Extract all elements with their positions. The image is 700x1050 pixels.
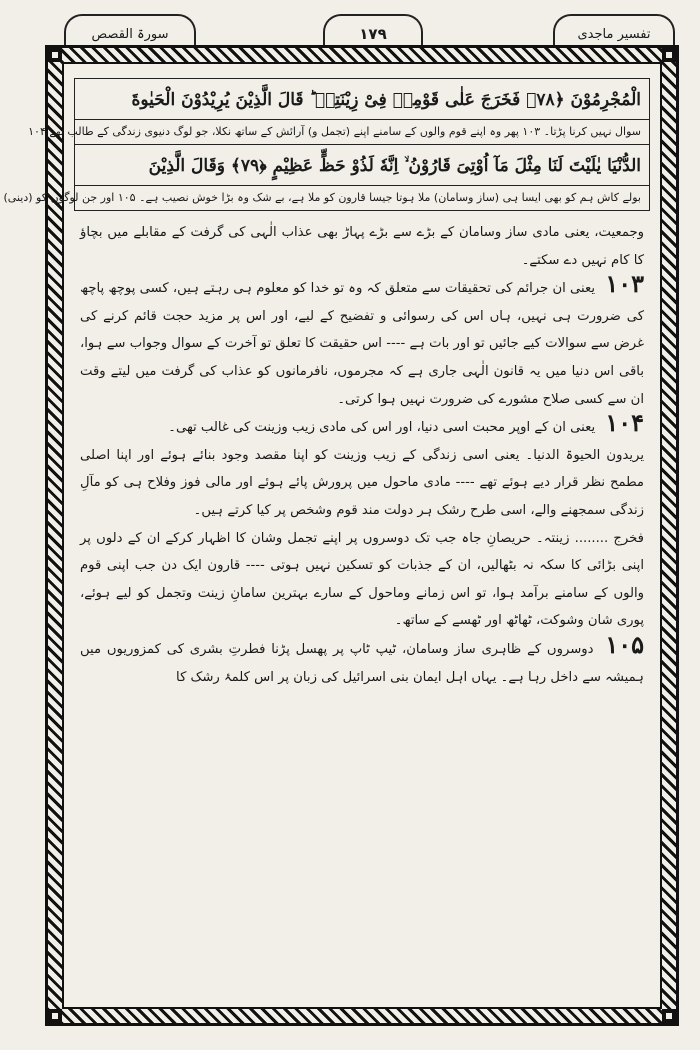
page-content [3,78,650,997]
commentary-text: فخرج ........ زینتہ۔ حریصانِ جاہ جب تک دوسروں پر اپنے تجمل وشان کا اظہار کرکے ان کے دلوں پر اپنی بڑائی کا سکہ نہ بٹھالیں، ان کے جذبات کو تسکین نہیں ہوتی ---- قارون ایک دن جب اپنی قوم والوں کے سامنے برآمد ہوا، تو اس زمانے وماحول کے سارے بہترین سامانِ زینت وتجمل کو لیے ہوئے، پوری شان وشوکت، ٹھاٹھ اور ٹھسے کے ساتھ۔ [80,530,644,629]
corner-ornament [662,1009,676,1023]
verse-section [3,78,650,211]
verse-translation: سوال نہیں کرنا پڑتا۔ ۱۰۳ پھر وہ اپنے قوم والوں کے سامنے اپنے (تجمل و) آرائش کے ساتھ نکلا، جو لوگ دنیوی زندگی کے طالب تھے ۱۰۴ [75,119,649,145]
arabic-verse-line: الدُّنْيَا يٰلَيْتَ لَنَا مِثْلَ مَآ اُوْتِىَ قَارُوْنُ ۙ اِنَّهٗ لَذُوْ حَظٍّ عَظِيْمٍ ﴿٧٩﴾ وَقَالَ الَّذِيْنَ [148,156,641,176]
commentary-paragraph [80,219,644,274]
page-body [3,62,662,1009]
commentary-note [80,629,644,691]
corner-ornament [48,48,62,62]
commentary-paragraph [80,442,644,525]
corner-ornament [662,48,676,62]
note-number: ۱۰۳ [605,269,644,299]
commentary-text: یریدون الحیوۃ الدنیا۔ یعنی اسی زندگی کے زیب وزینت کو اپنا مقصد وجود بنائے ہوئے اور اپنا اصلی مطمح نظر قرار دیے ہوئے تھے ---- مادی ماحول میں پرورش پائے ہوئے اور مالی فوز وفلاح ہی کو مآلِ زندگی سمجھنے والے، اسی طرح رشک ہر دولت مند قوم وشخص پر کیا کرتے ہیں۔ [80,447,644,518]
arabic-verse-line: الْمُجْرِمُوْنَ ﴿٧٨﴾ فَخَرَجَ عَلٰى قَوْمِهٖ فِىْ زِيْنَتِهٖ ؕ قَالَ الَّذِيْنَ يُرِيْدُوْنَ الْحَيٰوةَ [131,90,641,110]
verse-translation: بولے کاش ہم کو بھی ایسا ہی (ساز وسامان) ملا ہوتا جیسا قارون کو ملا ہے، بے شک وہ بڑا خوش نصیب ہے۔ ۱۰۵ اور جن لوگوں کو (دینی) [75,185,649,210]
corner-ornament [48,1009,62,1023]
commentary-text: وجمعیت، یعنی مادی ساز وسامان کے بڑے سے بڑے پہاڑ بھی عذاب الٰہی کی گرفت کے مقابلے میں بچاؤ کا کام نہیں دے سکتے۔ [80,225,644,268]
commentary-text: یعنی ان کے اوپر محبت اسی دنیا، اور اس کی مادی زیب وزینت کی غالب تھی۔ [168,420,596,436]
commentary-text: دوسروں کے ظاہری ساز وسامان، ٹیپ ٹاپ پر پھسل پڑنا فطرتِ بشری کی کمزوریوں میں ہمیشہ سے داخل رہا ہے۔ یہاں اہل ایمان بنی اسرائیل کی زبان پر اس کلمۂ رشک کا [80,641,644,685]
note-number: ۱۰۴ [605,408,644,438]
surah-name-header: سورۃ القصص [64,14,196,52]
note-number: ۱۰۵ [605,629,644,659]
page-number: ۱۷۹ [323,14,423,52]
commentary-note [80,408,644,442]
book-title-header: تفسیر ماجدی [553,14,675,52]
commentary-paragraph [80,525,644,635]
commentary-note [80,269,644,413]
commentary-text: یعنی ان جرائم کی تحقیقات سے متعلق کہ وہ تو خدا کو معلوم ہی رہتے ہیں، کسی پوچھ پاچھ کی ضرورت ہی نہیں، ہاں اس کی رسوائی و تفضیح کے لیے، اور اس پر مزید حجت قائم کرنے کی غرض سے سوالات کیے جائیں تو اور بات ہے ---- اس حقیقت کا تعلق تو آخرت کے سوال وجواب سے ہوا، باقی اس دنیا میں یہ قانون الٰہی جاری ہے کہ مجرموں، نافرمانوں کو عذاب کی گرفت میں لیتے وقت ان سے کسی صلاح مشورے کی ضرورت نہیں ہوا کرتی۔ [80,281,644,407]
ornamental-border [3,45,679,1026]
